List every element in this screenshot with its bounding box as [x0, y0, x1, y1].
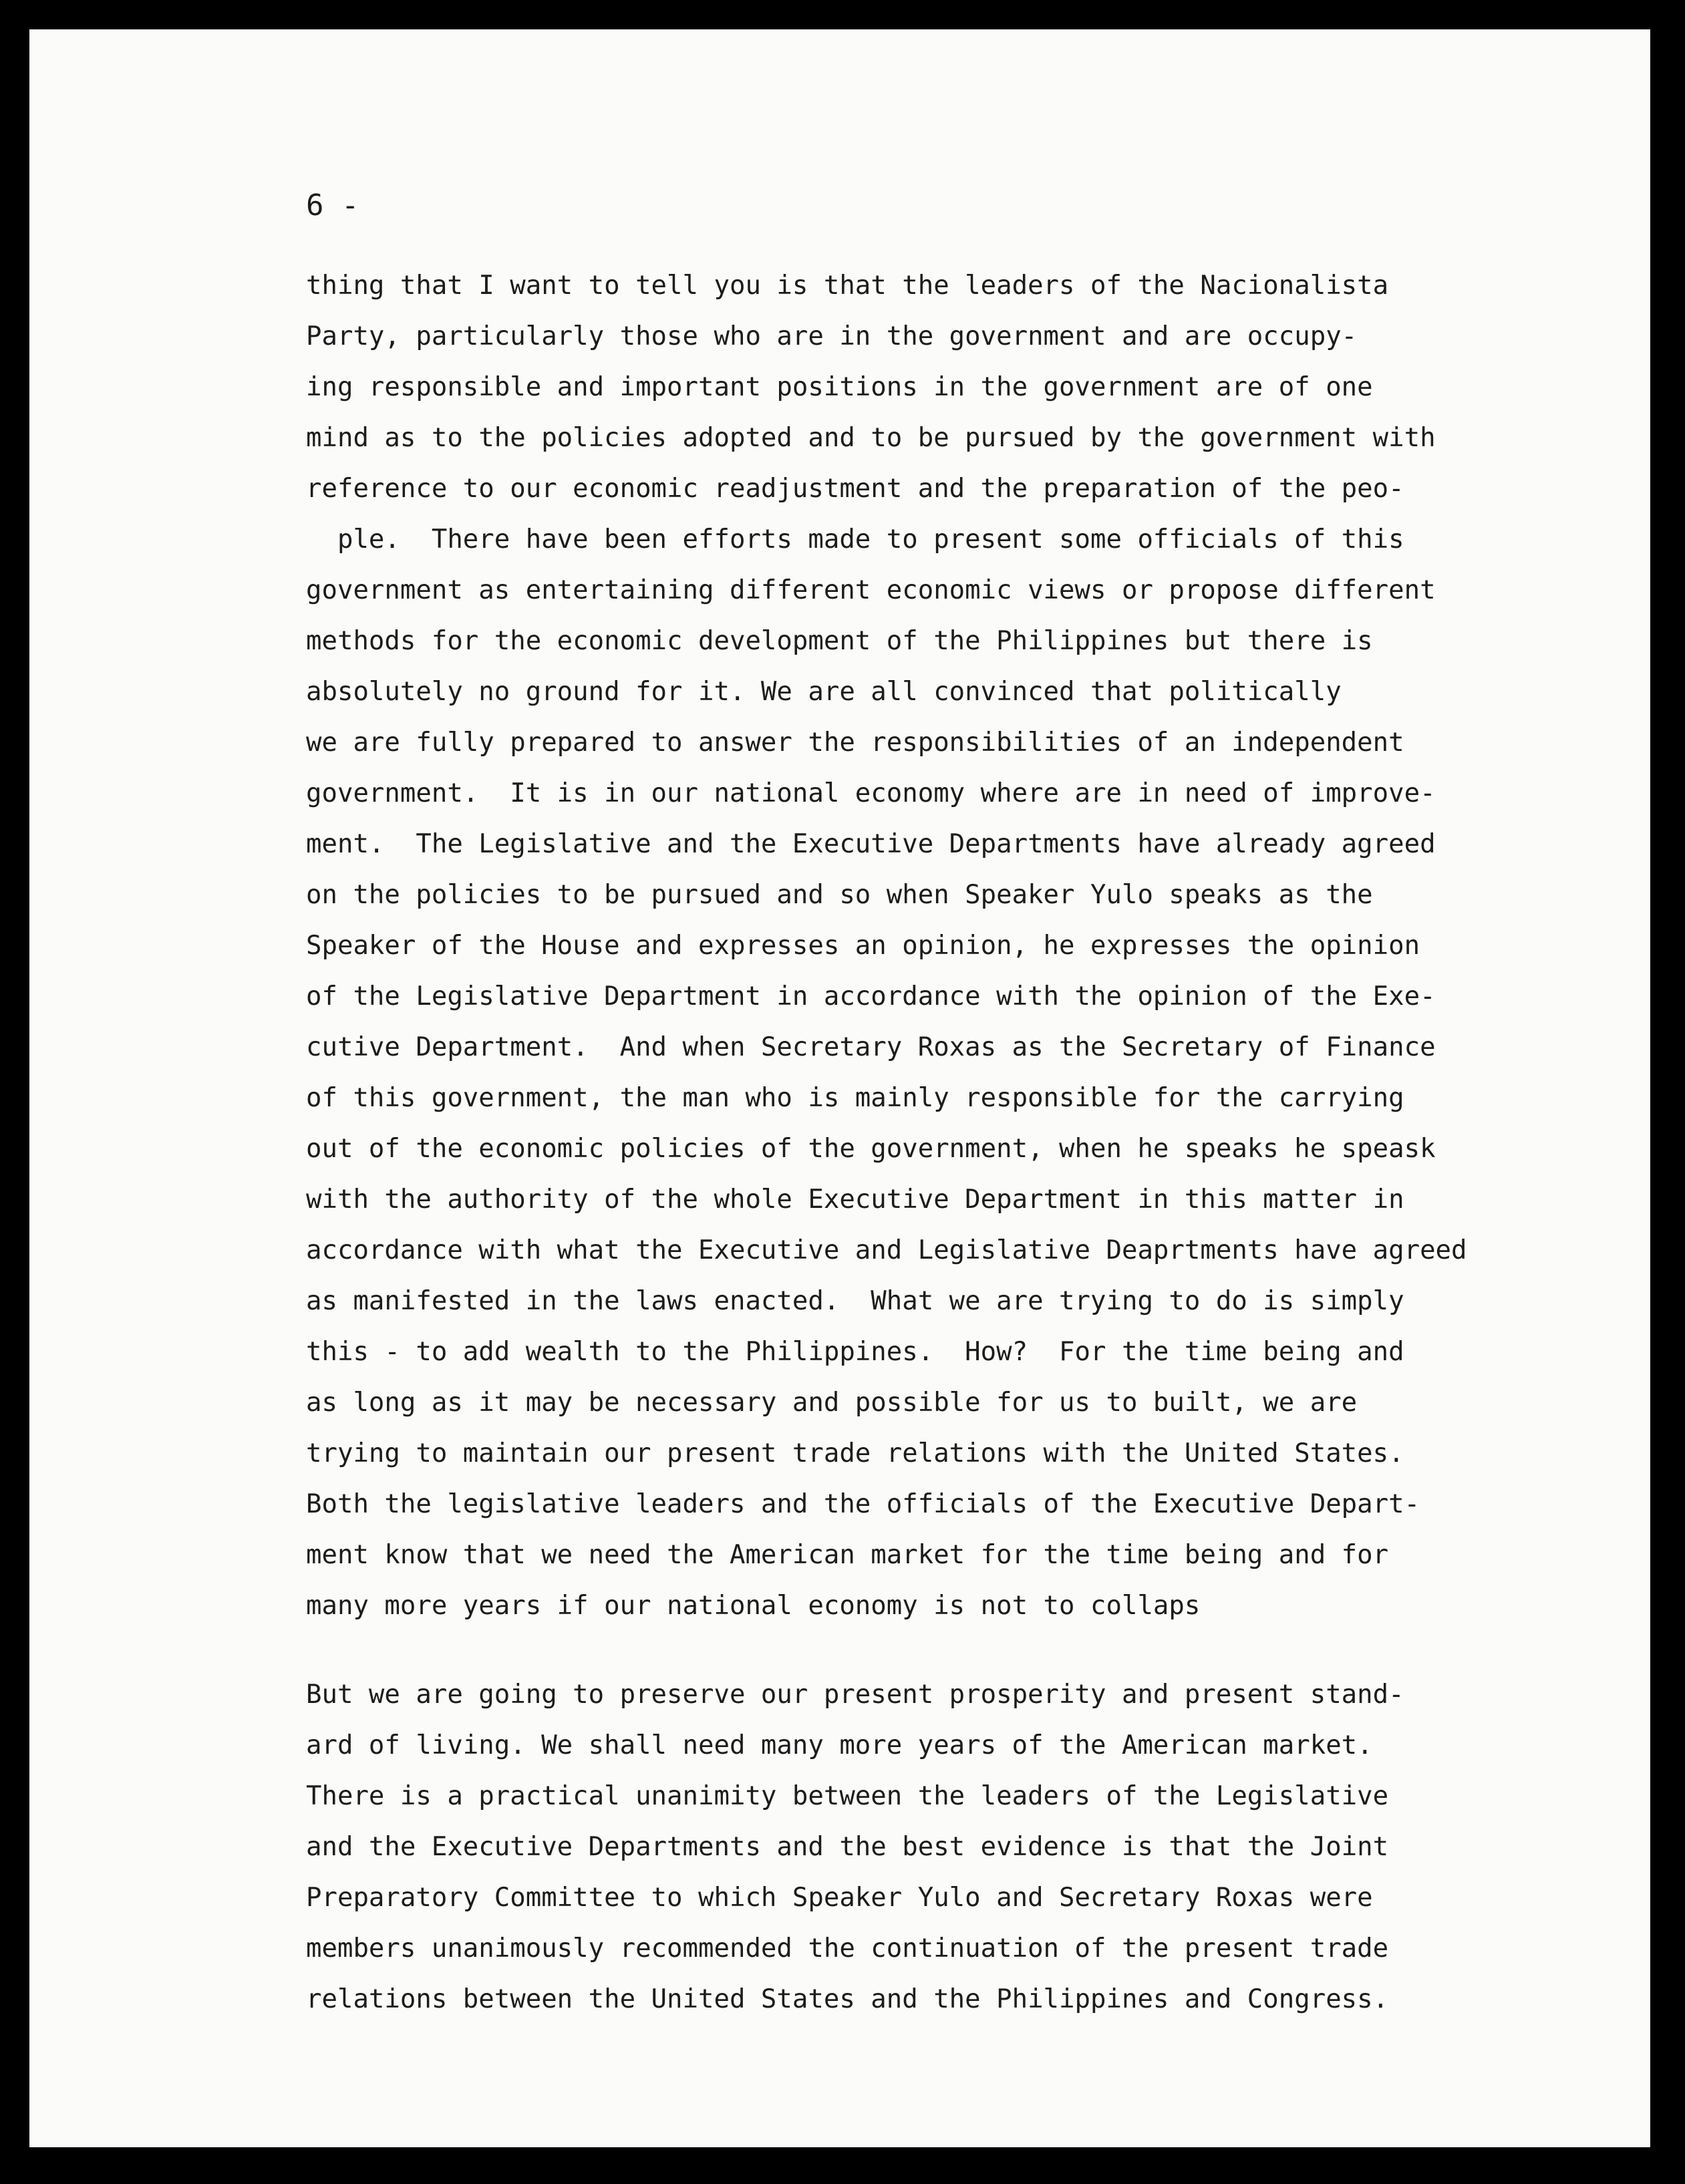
- text-line: out of the economic policies of the government, when he speaks he speask: [306, 1134, 1436, 1164]
- text-line: absolutely no ground for it. We are all convinced that politically: [306, 677, 1342, 707]
- document-page: [29, 29, 1650, 2147]
- text-line: trying to maintain our present trade relations with the United States.: [306, 1438, 1404, 1468]
- text-line: ing responsible and important positions in the government are of one: [306, 372, 1373, 402]
- text-line: members unanimously recommended the continuation of the present trade: [306, 1933, 1389, 1964]
- text-line: ard of living. We shall need many more years of the American market.: [306, 1730, 1373, 1760]
- text-line: with the authority of the whole Executive Department in this matter in: [306, 1185, 1404, 1215]
- text-line: methods for the economic development of the Philippines but there is: [306, 626, 1373, 656]
- page-number: 6 -: [306, 188, 359, 222]
- text-line: thing that I want to tell you is that the leaders of the Nacionalista: [306, 271, 1389, 301]
- text-line: ple. There have been efforts made to present some officials of this: [306, 524, 1404, 555]
- paragraph-2: [306, 1670, 1404, 2025]
- paragraph-1: [306, 261, 1467, 1631]
- text-line: government as entertaining different economic views or propose different: [306, 575, 1436, 605]
- text-line: cutive Department. And when Secretary Roxas as the Secretary of Finance: [306, 1032, 1436, 1062]
- text-line: on the policies to be pursued and so when Speaker Yulo speaks as the: [306, 880, 1373, 910]
- text-line: There is a practical unanimity between the leaders of the Legislative: [306, 1781, 1389, 1811]
- text-line: as manifested in the laws enacted. What we are trying to do is simply: [306, 1286, 1404, 1316]
- text-line: Speaker of the House and expresses an opinion, he expresses the opinion: [306, 931, 1420, 961]
- text-line: Party, particularly those who are in the government and are occupy-: [306, 321, 1358, 351]
- text-line: Preparatory Committee to which Speaker Yulo and Secretary Roxas were: [306, 1883, 1373, 1913]
- text-line: of the Legislative Department in accordance with the opinion of the Exe-: [306, 981, 1436, 1011]
- text-line: accordance with what the Executive and Legislative Deaprtments have agreed: [306, 1235, 1467, 1265]
- text-line: government. It is in our national economy where are in need of improve-: [306, 778, 1436, 808]
- text-line: as long as it may be necessary and possible for us to built, we are: [306, 1388, 1358, 1418]
- text-line: Both the legislative leaders and the officials of the Executive Depart-: [306, 1489, 1420, 1519]
- text-line: But we are going to preserve our present prosperity and present stand-: [306, 1680, 1404, 1710]
- text-line: we are fully prepared to answer the responsibilities of an independent: [306, 728, 1404, 758]
- text-line: ment know that we need the American market for the time being and for: [306, 1540, 1389, 1570]
- text-line: reference to our economic readjustment and the preparation of the peo-: [306, 474, 1404, 504]
- text-line: ment. The Legislative and the Executive Departments have already agreed: [306, 829, 1436, 859]
- text-line: mind as to the policies adopted and to be pursued by the government with: [306, 423, 1436, 453]
- text-line: relations between the United States and the Philippines and Congress.: [306, 1984, 1389, 2014]
- text-line: this - to add wealth to the Philippines. How? For the time being and: [306, 1337, 1404, 1367]
- text-line: and the Executive Departments and the best evidence is that the Joint: [306, 1832, 1389, 1862]
- text-line: many more years if our national economy is not to collaps: [306, 1591, 1201, 1621]
- text-line: of this government, the man who is mainly responsible for the carrying: [306, 1083, 1404, 1113]
